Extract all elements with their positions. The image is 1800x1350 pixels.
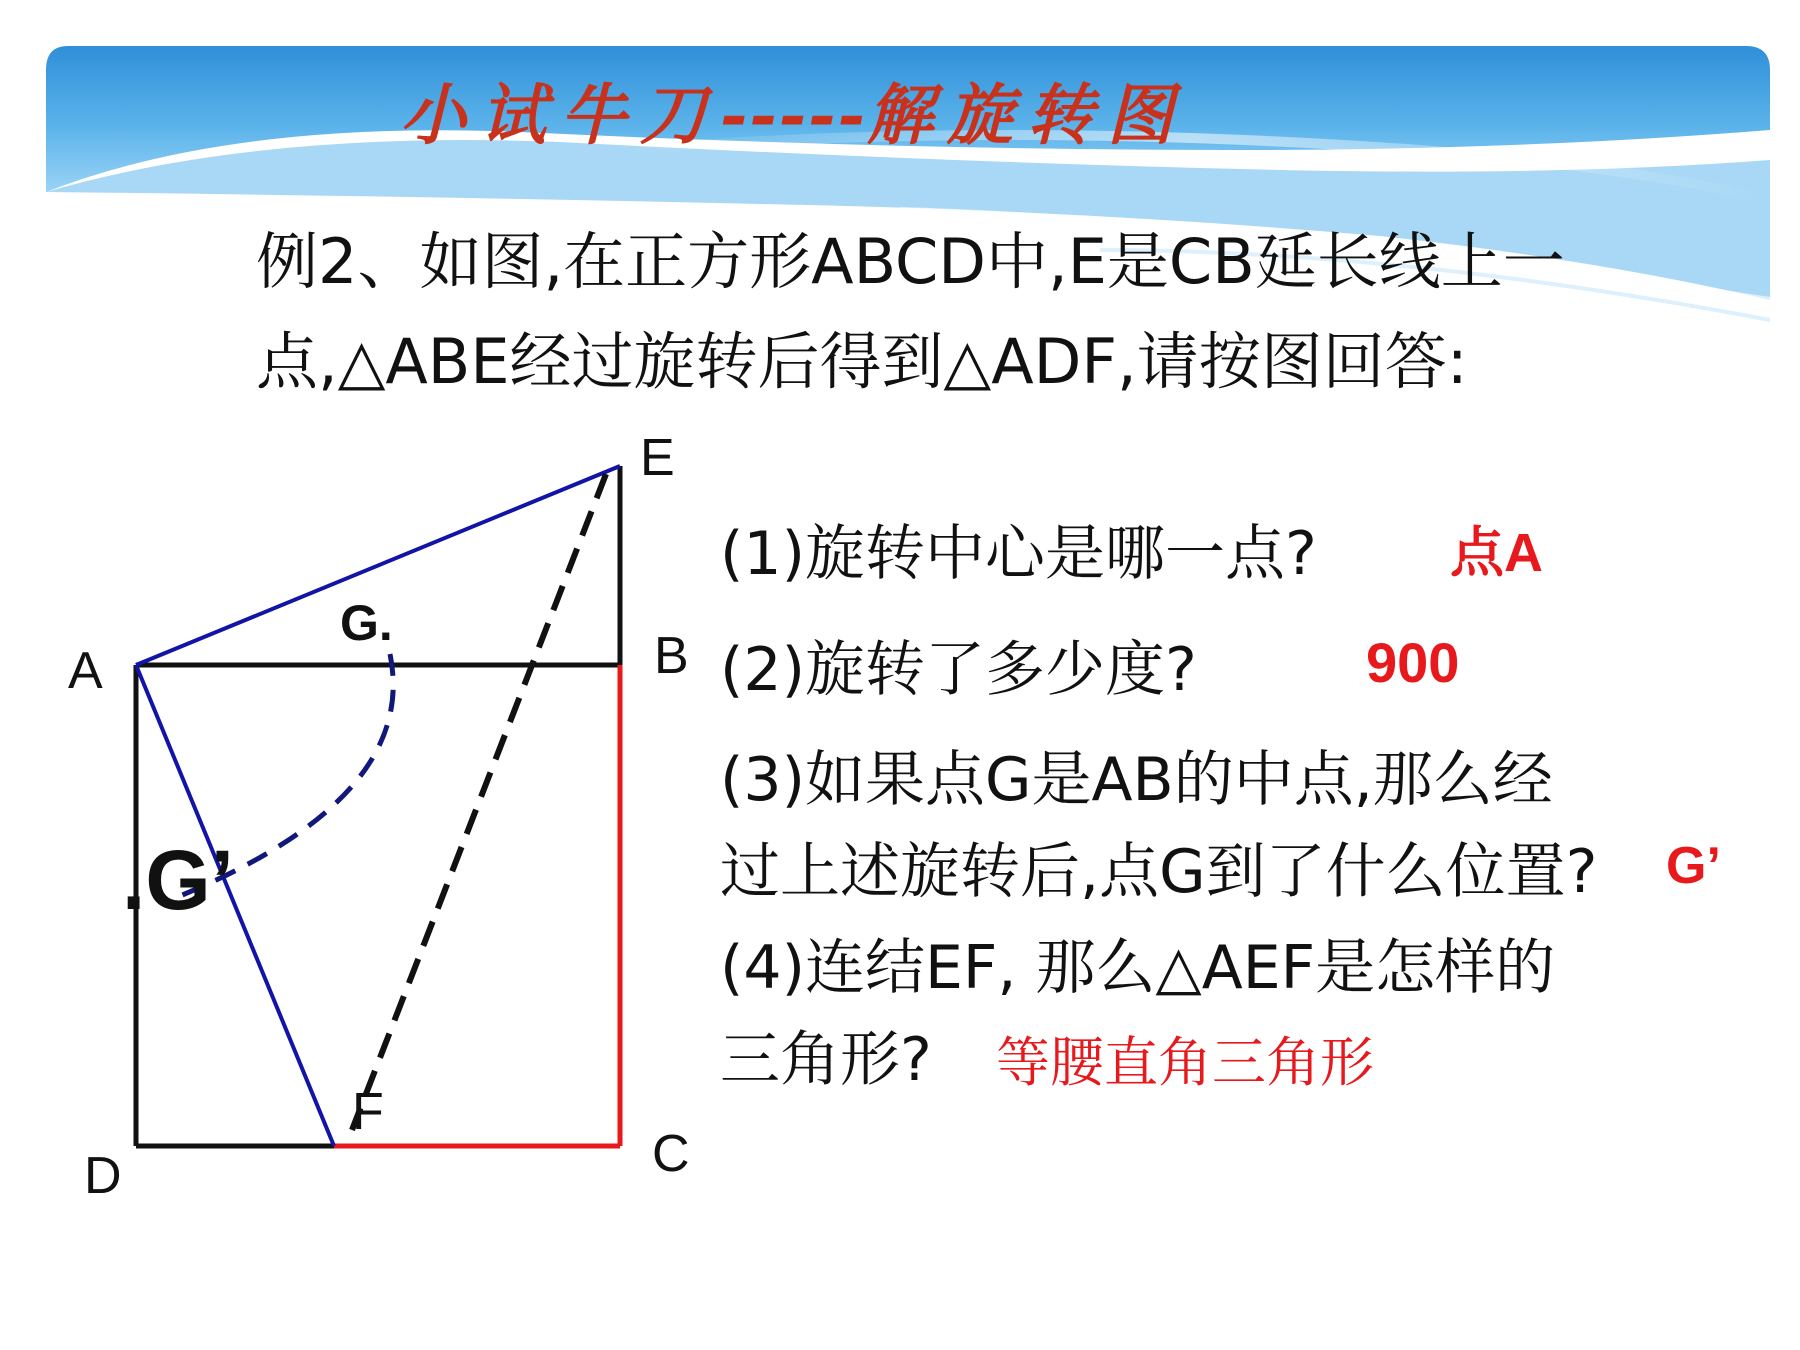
problem-line-1: 例2、如图,在正方形ABCD中,E是CB延长线上一 (256, 225, 1565, 298)
title-dashes: ----- (720, 76, 867, 154)
label-F: F (352, 1083, 384, 1141)
question-2 (720, 622, 1197, 708)
question-4-continued (720, 1012, 932, 1098)
label-B: B (654, 627, 689, 685)
problem-line-2: 点,△ABE经过旋转后得到△ADF,请按图回答: (256, 325, 1468, 398)
question-4 (720, 920, 1555, 1006)
title-part1: 小试牛刀 (400, 76, 720, 154)
question-3 (720, 732, 1553, 818)
question-1 (720, 506, 1317, 592)
question-3-text: (3)如果点G是AB的中点,那么经 (720, 745, 1553, 815)
question-1-text: (1)旋转中心是哪一点? (720, 519, 1317, 589)
question-3-text-2: 过上述旋转后,点G到了什么位置? (720, 837, 1598, 907)
label-D: D (84, 1147, 122, 1205)
answer-3: G’ (1666, 837, 1721, 895)
question-4-text: (4)连结EF, 那么△AEF是怎样的 (720, 933, 1556, 1003)
label-E: E (640, 429, 675, 487)
label-A: A (68, 642, 103, 700)
question-3-continued (720, 824, 1597, 910)
question-2-text: (2)旋转了多少度? (720, 635, 1197, 705)
segment-EF-dashed (352, 474, 606, 1130)
label-G-rotated: .G’ (122, 833, 235, 927)
label-C: C (652, 1125, 690, 1183)
answer-1: 点A (1450, 523, 1543, 583)
title-part2: 解旋转图 (866, 76, 1187, 154)
question-4-text-2: 三角形? (720, 1025, 932, 1095)
label-G: G. (340, 595, 393, 651)
answer-4: 等腰直角三角形 (996, 1031, 1374, 1094)
answer-2: 900 (1366, 631, 1460, 694)
